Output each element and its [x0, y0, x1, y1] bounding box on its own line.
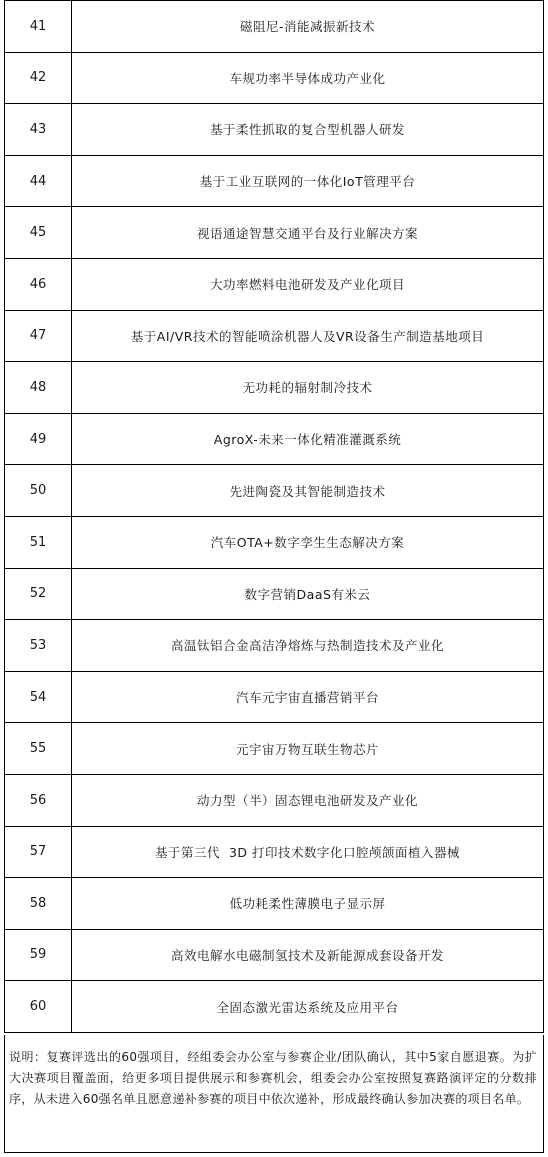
project-number: 45	[5, 207, 72, 259]
project-name: 大功率燃料电池研发及产业化项目	[72, 258, 544, 310]
project-table-container	[4, 0, 544, 1033]
project-name: 高效电解水电磁制氢技术及新能源成套设备开发	[72, 929, 544, 981]
project-name: 数字营销DaaS有米云	[72, 568, 544, 620]
project-number: 52	[5, 568, 72, 620]
project-number: 43	[5, 104, 72, 156]
project-name: 磁阻尼-消能减振新技术	[72, 1, 544, 53]
table-row	[5, 258, 544, 310]
project-name: AgroX-未来一体化精准灌溉系统	[72, 413, 544, 465]
project-number: 53	[5, 620, 72, 672]
project-number: 59	[5, 929, 72, 981]
project-number: 58	[5, 878, 72, 930]
explanatory-note: 说明：复赛评选出的60强项目，经组委会办公室与参赛企业/团队确认，其中5家自愿退赛。为扩大决赛项目覆盖面，给更多项目提供展示和参赛机会，组委会办公室按照复赛路演评定的分数排序，从未进入60强名单且愿意递补参赛的项目中依次递补，形成最终确认参加决赛的项目名单。	[4, 1035, 544, 1153]
project-number: 57	[5, 826, 72, 878]
table-row	[5, 774, 544, 826]
project-name: 低功耗柔性薄膜电子显示屏	[72, 878, 544, 930]
project-table-body	[5, 1, 544, 1033]
project-number: 49	[5, 413, 72, 465]
table-row	[5, 207, 544, 259]
project-table	[4, 0, 544, 1033]
project-number: 41	[5, 1, 72, 53]
table-row	[5, 516, 544, 568]
project-name: 汽车元宇宙直播营销平台	[72, 671, 544, 723]
table-row	[5, 723, 544, 775]
project-name: 视语通途智慧交通平台及行业解决方案	[72, 207, 544, 259]
project-number: 48	[5, 362, 72, 414]
project-number: 46	[5, 258, 72, 310]
project-number: 50	[5, 465, 72, 517]
project-number: 56	[5, 774, 72, 826]
table-row	[5, 155, 544, 207]
table-row	[5, 929, 544, 981]
table-row	[5, 568, 544, 620]
project-number: 42	[5, 52, 72, 104]
table-row	[5, 878, 544, 930]
table-row	[5, 465, 544, 517]
table-row	[5, 310, 544, 362]
project-number: 47	[5, 310, 72, 362]
table-row	[5, 826, 544, 878]
project-number: 60	[5, 981, 72, 1033]
project-name: 高温钛铝合金高洁净熔炼与热制造技术及产业化	[72, 620, 544, 672]
project-name: 先进陶瓷及其智能制造技术	[72, 465, 544, 517]
project-name: 全固态激光雷达系统及应用平台	[72, 981, 544, 1033]
project-name: 动力型（半）固态锂电池研发及产业化	[72, 774, 544, 826]
table-row	[5, 671, 544, 723]
project-name: 汽车OTA+数字孪生生态解决方案	[72, 516, 544, 568]
table-row	[5, 52, 544, 104]
table-row	[5, 620, 544, 672]
table-row	[5, 413, 544, 465]
project-name: 无功耗的辐射制冷技术	[72, 362, 544, 414]
project-number: 44	[5, 155, 72, 207]
project-number: 55	[5, 723, 72, 775]
project-name: 元宇宙万物互联生物芯片	[72, 723, 544, 775]
project-number: 54	[5, 671, 72, 723]
table-row	[5, 362, 544, 414]
project-name: 基于柔性抓取的复合型机器人研发	[72, 104, 544, 156]
project-number: 51	[5, 516, 72, 568]
table-row	[5, 1, 544, 53]
project-name: 基于第三代 3D 打印技术数字化口腔颅颌面植入器械	[72, 826, 544, 878]
project-name: 基于AI/VR技术的智能喷涂机器人及VR设备生产制造基地项目	[72, 310, 544, 362]
table-row	[5, 981, 544, 1033]
project-name: 车规功率半导体成功产业化	[72, 52, 544, 104]
table-row	[5, 104, 544, 156]
project-name: 基于工业互联网的一体化IoT管理平台	[72, 155, 544, 207]
